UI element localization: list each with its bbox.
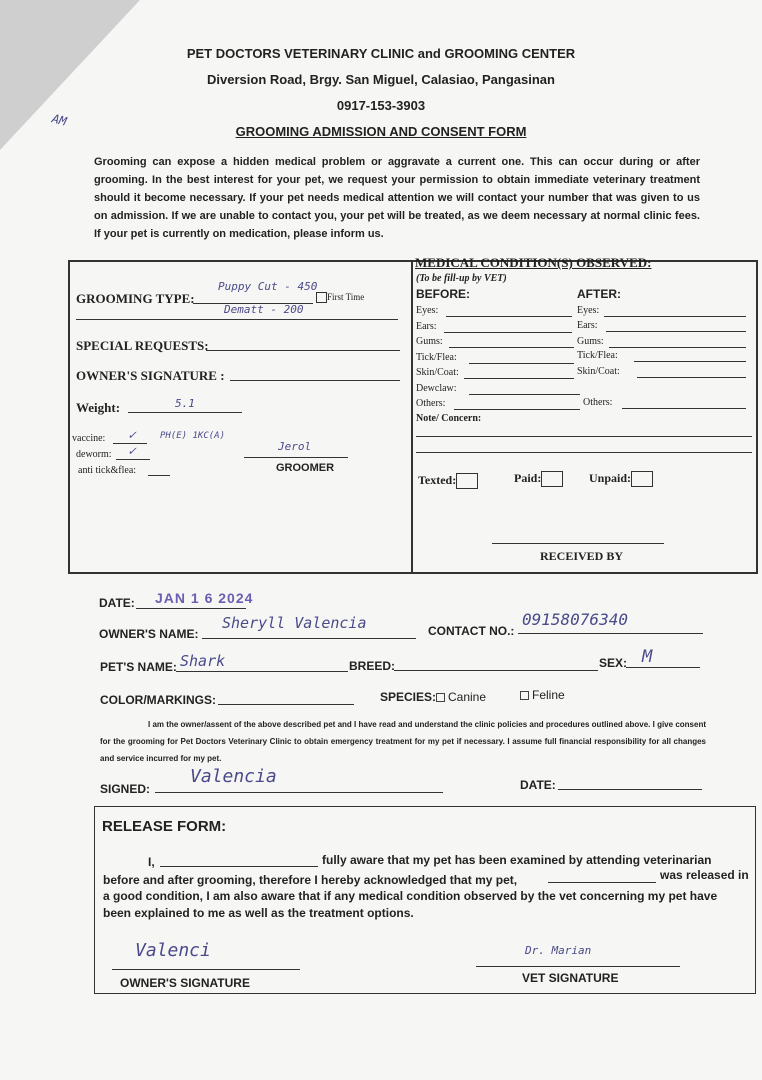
pet-name-value[interactable]: Shark bbox=[180, 652, 226, 670]
feline-option[interactable] bbox=[520, 688, 565, 702]
contact-line bbox=[518, 633, 703, 634]
weight-value[interactable]: 5.1 bbox=[175, 397, 195, 410]
pet-name-line bbox=[176, 671, 348, 672]
consent-date-field[interactable] bbox=[558, 789, 702, 790]
owner-sig-label: OWNER'S SIGNATURE bbox=[120, 976, 250, 990]
after-item-field[interactable] bbox=[604, 316, 746, 317]
owner-name-value[interactable]: Sheryll Valencia bbox=[222, 614, 367, 632]
grooming-type-line-2 bbox=[76, 319, 398, 320]
canine-label: Canine bbox=[448, 690, 487, 704]
before-item-label: Ears: bbox=[416, 320, 437, 332]
signed-label: SIGNED: bbox=[100, 782, 151, 796]
owner-signature-field[interactable] bbox=[230, 380, 400, 381]
vet-sig-value[interactable]: Dr. Marian bbox=[525, 944, 592, 957]
after-label: AFTER: bbox=[577, 287, 621, 301]
before-item-field[interactable] bbox=[446, 316, 572, 317]
deworm-line bbox=[116, 459, 150, 460]
before-item-label: Gums: bbox=[416, 336, 443, 347]
medical-title: MEDICAL CONDITION(S) OBSERVED: bbox=[415, 255, 652, 270]
date-label: DATE: bbox=[99, 596, 135, 610]
vaccine-note: PH(E) 1KC(A) bbox=[160, 431, 226, 441]
before-item-label: Eyes: bbox=[416, 305, 439, 316]
color-markings-field[interactable] bbox=[218, 704, 354, 705]
sex-value[interactable]: M bbox=[642, 647, 653, 667]
release-name-field[interactable] bbox=[160, 866, 318, 867]
before-item-field[interactable] bbox=[449, 347, 574, 348]
before-item-field[interactable] bbox=[469, 363, 574, 364]
after-item-label: Gums: bbox=[577, 336, 604, 347]
consent-date-label: DATE: bbox=[520, 778, 556, 792]
release-text-5: a good condition, I am also aware that if any medical condition observed by the vet concerning my pet have bbox=[103, 889, 718, 903]
medical-subtitle: (To be fill-up by VET) bbox=[416, 273, 507, 284]
owner-sig-value[interactable]: Valenci bbox=[135, 940, 211, 961]
release-text-4: was released in bbox=[660, 868, 749, 882]
breed-field[interactable] bbox=[394, 670, 598, 671]
deworm-check[interactable]: ✓ bbox=[128, 444, 136, 459]
after-item-field[interactable] bbox=[606, 331, 746, 332]
paid-checkbox[interactable] bbox=[514, 471, 563, 487]
weight-label: Weight: bbox=[76, 400, 121, 415]
form-title: GROOMING ADMISSION AND CONSENT FORM bbox=[235, 124, 527, 139]
received-by-field[interactable] bbox=[492, 543, 664, 544]
owner-name-label: OWNER'S NAME: bbox=[99, 627, 199, 641]
owner-sig-line bbox=[112, 969, 300, 970]
after-item-label: Eyes: bbox=[577, 305, 600, 316]
table-divider bbox=[411, 260, 413, 572]
date-line bbox=[136, 608, 246, 609]
after-item-label: Tick/Flea: bbox=[577, 350, 618, 361]
contact-value[interactable]: 09158076340 bbox=[522, 610, 628, 629]
color-markings-label: COLOR/MARKINGS: bbox=[100, 693, 216, 707]
after-item-field[interactable] bbox=[637, 377, 746, 378]
paid-label: Paid: bbox=[514, 471, 542, 485]
grooming-table bbox=[68, 260, 758, 574]
clinic-name: PET DOCTORS VETERINARY CLINIC and GROOMING CENTER bbox=[186, 46, 576, 61]
after-item-label: Others: bbox=[583, 397, 613, 408]
vet-sig-label: VET SIGNATURE bbox=[522, 971, 619, 985]
before-item-field[interactable] bbox=[444, 332, 572, 333]
before-item-label: Dewclaw: bbox=[416, 382, 457, 394]
special-requests-label: SPECIAL REQUESTS: bbox=[76, 338, 209, 353]
anti-tick-field[interactable] bbox=[148, 475, 170, 476]
note-line-2[interactable] bbox=[416, 452, 752, 453]
texted-checkbox[interactable] bbox=[418, 473, 478, 489]
signed-value[interactable]: Valencia bbox=[190, 766, 277, 787]
contact-label: CONTACT NO.: bbox=[428, 624, 515, 638]
vaccine-label: vaccine: bbox=[72, 433, 106, 444]
vaccine-check[interactable]: ✓ bbox=[128, 428, 136, 443]
note-line-1[interactable] bbox=[416, 436, 752, 437]
grooming-type-label: GROOMING TYPE: bbox=[76, 291, 195, 306]
grooming-type-value-2[interactable]: Dematt - 200 bbox=[224, 303, 304, 316]
feline-label: Feline bbox=[532, 688, 565, 702]
consent-text: I am the owner/assent of the above described pet and I have read and understand the clinic policies and procedures outlined above. I give consent for the grooming for Pet Doctors Veterinary Clinic to obtain emergency treatment for my pet if necessary. I assume full financial responsibility for all changes and service incurred for my pet. bbox=[100, 720, 706, 763]
special-requests-field[interactable] bbox=[206, 350, 400, 351]
release-text-6: been explained to me as well as the treatment options. bbox=[103, 906, 414, 920]
anti-tick-label: anti tick&flea: bbox=[78, 465, 137, 476]
groomer-label: GROOMER bbox=[276, 462, 335, 474]
pet-name-label: PET'S NAME: bbox=[100, 660, 177, 674]
date-stamp[interactable]: JAN 1 6 2024 bbox=[155, 590, 254, 606]
texted-label: Texted: bbox=[418, 473, 457, 487]
release-text-3: before and after grooming, therefore I hereby acknowledged that my pet, bbox=[103, 873, 518, 887]
clinic-phone: 0917-153-3903 bbox=[336, 98, 426, 113]
unpaid-checkbox[interactable] bbox=[589, 471, 653, 487]
groomer-line bbox=[244, 457, 348, 458]
grooming-type-value-1[interactable]: Puppy Cut - 450 bbox=[218, 280, 318, 293]
margin-initials: AM bbox=[50, 111, 69, 129]
vet-sig-line bbox=[476, 966, 680, 967]
first-time-label: First Time bbox=[327, 292, 365, 302]
received-by-label: RECEIVED BY bbox=[540, 549, 624, 563]
after-item-label: Skin/Coat: bbox=[577, 366, 620, 377]
before-item-label: Others: bbox=[416, 398, 446, 409]
signed-line bbox=[155, 792, 443, 793]
species-label: SPECIES: bbox=[380, 690, 437, 704]
release-title: RELEASE FORM: bbox=[102, 818, 227, 835]
before-item-field[interactable] bbox=[454, 409, 580, 410]
sex-line bbox=[626, 667, 700, 668]
after-item-field[interactable] bbox=[609, 347, 746, 348]
groomer-value: Jerol bbox=[278, 440, 312, 453]
breed-label: BREED: bbox=[349, 659, 396, 673]
intro-paragraph: Grooming can expose a hidden medical problem or aggravate a current one. This can occur during or after grooming. In the best interest for your pet, we request your permission to obtain immediate veterinary treatment should it become necessary. If your pet needs medical attention we will contact your number that was given to us on admission. If we are unable to contact you, your pet will be treated, as we deem necessary at normal clinic fees. If your pet is currently on medication, please inform us. bbox=[94, 156, 700, 240]
canine-option[interactable] bbox=[436, 690, 486, 704]
first-time-checkbox[interactable] bbox=[316, 292, 364, 303]
release-text-1: I, bbox=[148, 855, 155, 869]
note-concern-label: Note/ Concern: bbox=[416, 413, 482, 424]
clinic-address: Diversion Road, Brgy. San Miguel, Calasiao, Pangasinan bbox=[207, 72, 555, 87]
before-label: BEFORE: bbox=[416, 287, 470, 301]
release-pet-field[interactable] bbox=[548, 882, 656, 883]
owner-name-line bbox=[202, 638, 416, 639]
after-item-label: Ears: bbox=[577, 320, 598, 331]
before-item-field[interactable] bbox=[469, 394, 580, 395]
weight-field bbox=[128, 412, 242, 413]
owner-signature-label: OWNER'S SIGNATURE : bbox=[76, 368, 225, 383]
sex-label: SEX: bbox=[599, 656, 628, 670]
unpaid-label: Unpaid: bbox=[589, 471, 632, 485]
release-text-2: fully aware that my pet has been examined by attending veterinarian bbox=[322, 853, 712, 867]
before-item-field[interactable] bbox=[464, 378, 574, 379]
after-item-field[interactable] bbox=[634, 361, 746, 362]
deworm-label: deworm: bbox=[76, 449, 112, 460]
after-item-field[interactable] bbox=[622, 408, 746, 409]
before-item-label: Tick/Flea: bbox=[416, 351, 457, 363]
before-item-label: Skin/Coat: bbox=[416, 367, 459, 378]
